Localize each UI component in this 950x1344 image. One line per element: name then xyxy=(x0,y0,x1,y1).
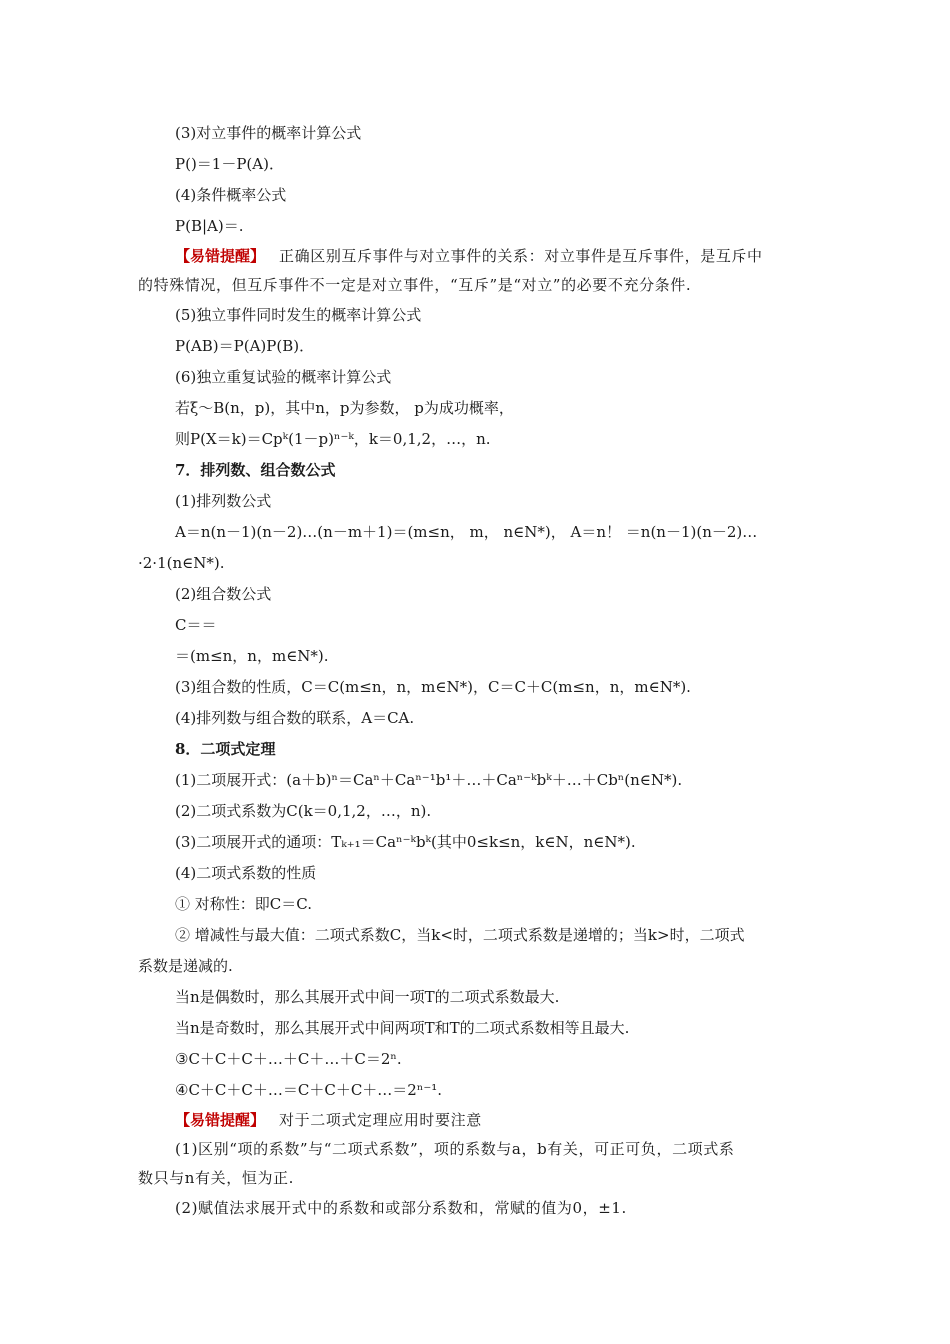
text-line: 当n是偶数时，那么其展开式中间一项T的二项式系数最大. xyxy=(175,988,560,1006)
text-line: (6)独立重复试验的概率计算公式 xyxy=(175,368,392,386)
formula-line: ④C＋C＋C＋…＝C＋C＋C＋…＝2ⁿ⁻¹. xyxy=(175,1081,443,1099)
text-line: (1)排列数公式 xyxy=(175,492,272,510)
text-line: (3)对立事件的概率计算公式 xyxy=(175,124,362,142)
text-line: 当n是奇数时，那么其展开式中间两项T和T的二项式系数相等且最大. xyxy=(175,1019,630,1037)
text-line: 数只与n有关，恒为正. xyxy=(138,1169,295,1187)
warning-label: 【易错提醒】 xyxy=(175,1111,266,1129)
text-line: (1)区别“项的系数”与“二项式系数”，项的系数与a，b有关，可正可负，二项式系 xyxy=(175,1140,735,1158)
formula-line: A＝n(n－1)(n－2)…(n－m＋1)＝(m≤n， m， n∈N*)， A＝n！ ＝n(n－1)(n－2)… xyxy=(175,523,758,541)
warning-note xyxy=(138,1106,816,1135)
document-body xyxy=(138,118,816,1224)
formula-line: 则P(X＝k)＝Cpᵏ(1－p)ⁿ⁻ᵏ，k＝0,1,2，…，n. xyxy=(175,430,491,448)
section-heading: 8．二项式定理 xyxy=(175,740,276,758)
text-line: (5)独立事件同时发生的概率计算公式 xyxy=(175,306,422,324)
warning-text: 正确区别互斥事件与对立事件的关系：对立事件是互斥事件，是互斥中 xyxy=(279,247,763,265)
section-heading: 7．排列数、组合数公式 xyxy=(175,461,336,479)
text-line: ② 增减性与最大值：二项式系数C，当k<时，二项式系数是递增的；当k>时，二项式 xyxy=(175,926,745,944)
text-line: (4)条件概率公式 xyxy=(175,186,287,204)
text-line: (4)排列数与组合数的联系，A＝CA. xyxy=(175,709,415,727)
formula-line: ·2·1(n∈N*). xyxy=(138,554,225,572)
text-line: (1)二项展开式：(a＋b)ⁿ＝Caⁿ＋Caⁿ⁻¹b¹＋…＋Caⁿ⁻ᵏbᵏ＋…＋Cbⁿ(n∈N*). xyxy=(175,771,683,789)
text-line: (2)组合数公式 xyxy=(175,585,272,603)
text-line: ① 对称性：即C＝C. xyxy=(175,895,312,913)
formula-line: ＝(m≤n，n，m∈N*). xyxy=(175,647,329,665)
warning-label: 【易错提醒】 xyxy=(175,247,266,265)
warning-text: 对于二项式定理应用时要注意 xyxy=(279,1111,482,1129)
text-line: (3)组合数的性质，C＝C(m≤n，n，m∈N*)，C＝C＋C(m≤n，n，m∈N*). xyxy=(175,678,691,696)
formula-line: P(AB)＝P(A)P(B)． xyxy=(175,337,315,355)
text-line: (4)二项式系数的性质 xyxy=(175,864,317,882)
text-line: (2)赋值法求展开式中的系数和或部分系数和，常赋的值为0，±1. xyxy=(175,1199,627,1217)
formula-line: P()＝1－P(A)． xyxy=(175,155,284,173)
text-line: 若ξ～B(n，p)，其中n，p为参数， p为成功概率， xyxy=(175,399,514,417)
formula-line: P(B|A)＝. xyxy=(175,217,244,235)
text-line: 系数是递减的. xyxy=(138,957,233,975)
warning-note xyxy=(138,242,816,271)
text-line: (3)二项展开式的通项：Tₖ₊₁＝Caⁿ⁻ᵏbᵏ(其中0≤k≤n，k∈N，n∈N*). xyxy=(175,833,636,851)
formula-line: ③C＋C＋C＋…＋C＋…＋C＝2ⁿ. xyxy=(175,1050,402,1068)
formula-line: C＝＝ xyxy=(175,616,217,634)
text-line: (2)二项式系数为C(k＝0,1,2，…，n). xyxy=(175,802,432,820)
text-line: 的特殊情况，但互斥事件不一定是对立事件，“互斥”是“对立”的必要不充分条件. xyxy=(138,276,692,294)
